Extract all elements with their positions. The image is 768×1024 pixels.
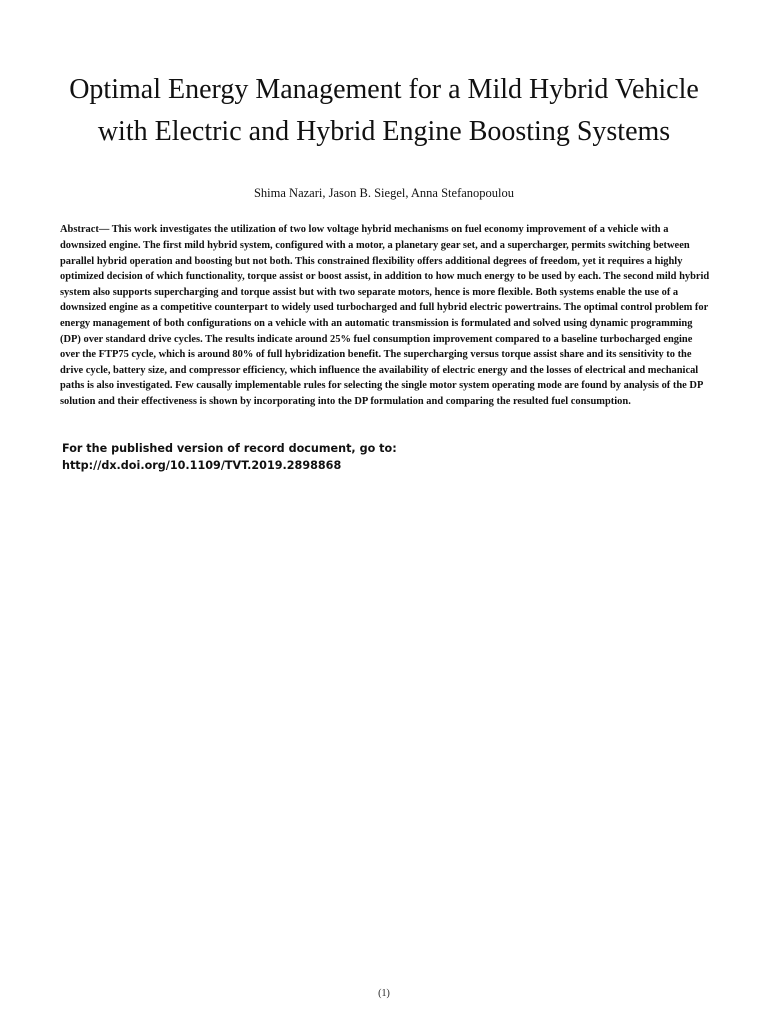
published-note-label: For the published version of record document, go to: [62, 442, 397, 455]
doi-link[interactable]: http://dx.doi.org/10.1109/TVT.2019.2898868 [62, 459, 342, 472]
abstract-text: Abstract— This work investigates the utilization of two low voltage hybrid mechanisms on fuel economy improvement of a vehicle with a downsized engine. The first mild hybrid system, configured with a motor, a planetary gear set, and a supercharger, permits switching between parallel hybrid operation and boosting but not both. This constrained flexibility offers additional degrees of freedom, yet it requires a highly optimized decision of which functionality, torque assist or boost assist, in addition to how much energy to be used by each. The second mild hybrid system also supports supercharging and torque assist but with two separate motors, hence is more flexible. Both systems enable the use of a downsized engine as a competitive counterpart to widely used turbocharged and full hybrid electric powertrains. The optimal control problem for energy management of both configurations on a vehicle with an automatic transmission is formulated and solved using dynamic programming (DP) over standard drive cycles. The results indicate around 25% fuel consumption improvement compared to a baseline turbocharged engine over the FTP75 cycle, which is around 80% of full hybridization benefit. The supercharging versus torque assist share and its sensitivity to the drive cycle, battery size, and compressor efficiency, which influence the availability of electric energy and the losses of electrical and mechanical paths is also investigated. Few causally implementable rules for selecting the single motor system operating mode are found by analysis of the DP solution and their effectiveness is shown by incorporating into the DP formulation and comparing the resulted fuel consumption. [60, 224, 710, 407]
author-list: Shima Nazari, Jason B. Siegel, Anna Stefanopoulou [253, 186, 515, 200]
published-version-note [62, 440, 562, 474]
paper-title: Optimal Energy Management for a Mild Hybrid Vehicle with Electric and Hybrid Engine Boosting Systems [69, 73, 699, 147]
page-number: (1) [378, 988, 390, 999]
